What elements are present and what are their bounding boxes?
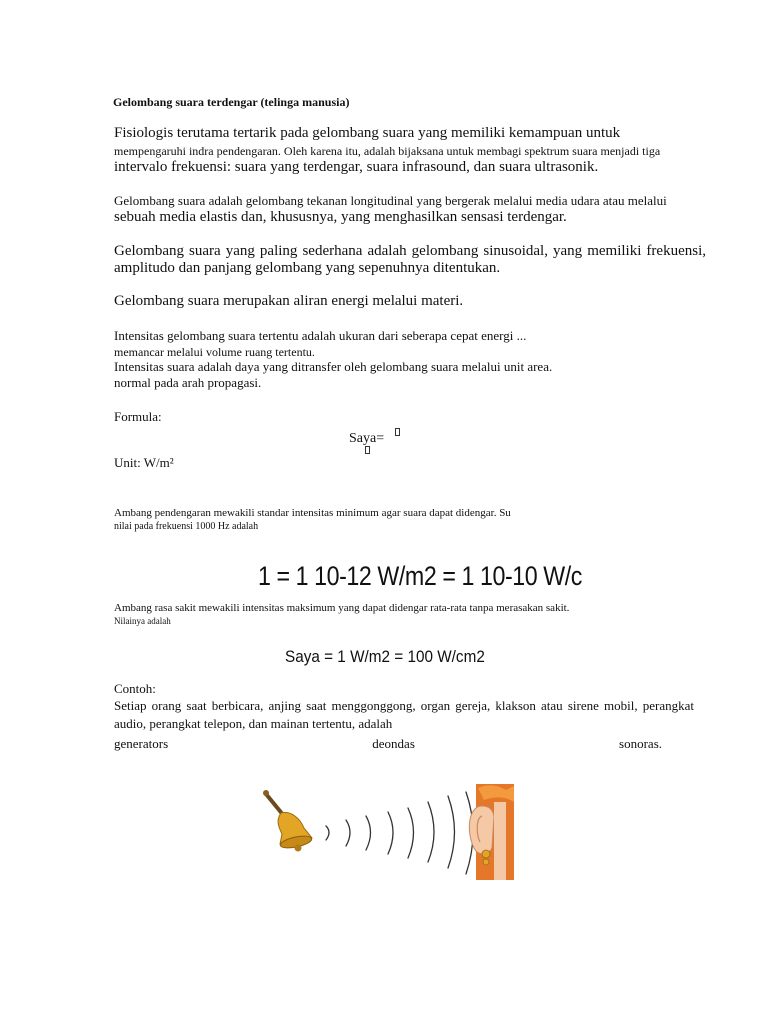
generators-line xyxy=(114,736,662,752)
example-paragraph: Setiap orang saat berbicara, anjing saat menggonggong, organ gereja, klakson atau sirene mobil, perangkat audio, perangkat telepon, dan mainan tertentu, adalah xyxy=(114,698,694,731)
bell-icon xyxy=(263,790,313,852)
intro-line-3: intervalo frekuensi: suara yang terdengar, suara infrasound, dan suara ultrasonik. xyxy=(114,159,599,175)
intensity-line-1: Intensitas gelombang suara tertentu adalah ukuran dari seberapa cepat energi ... xyxy=(114,328,527,343)
intensity-line-4: normal pada arah propagasi. xyxy=(114,375,262,390)
energy-paragraph: Gelombang suara merupakan aliran energi melalui materi. xyxy=(114,293,464,309)
sinusoidal-paragraph: Gelombang suara yang paling sederhana adalah gelombang sinusoidal, yang memiliki frekuensi, amplitudo dan panjang gelombang yang sepenuhnya ditentukan. xyxy=(114,243,706,276)
missing-glyph-icon xyxy=(365,446,370,454)
hearing-threshold-formula: 1 = 1 10-12 W/m2 = 1 10-10 W/c xyxy=(258,561,582,591)
intro-line-2: mempengaruhi indra pendengaran. Oleh karena itu, adalah bijaksana untuk membagi spektrum suara menjadi tiga xyxy=(114,144,661,158)
intensity-line-2: memancar melalui volume ruang tertentu. xyxy=(114,345,315,359)
sound-wave-icon xyxy=(326,792,473,874)
missing-glyph-icon xyxy=(395,428,400,436)
intensity-line-3: Intensitas suara adalah daya yang ditransfer oleh gelombang suara melalui unit area. xyxy=(114,359,553,374)
intro-line-1: Fisiologis terutama tertarik pada gelombang suara yang memiliki kemampuan untuk xyxy=(114,125,621,141)
example-label: Contoh: xyxy=(114,681,156,696)
threshold-line-1: Ambang pendengaran mewakili standar intensitas minimum agar suara dapat didengar. Su xyxy=(114,507,511,519)
pain-threshold-line-2: Nilainya adalah xyxy=(114,616,171,626)
page-title: Gelombang suara terdengar (telinga manusia) xyxy=(113,95,350,109)
pain-threshold-line-1: Ambang rasa sakit mewakili intensitas maksimum yang dapat didengar rata-rata tanpa merasakan sakit. xyxy=(114,602,570,614)
intensity-formula: Saya= xyxy=(349,431,385,446)
longitudinal-line-2: sebuah media elastis dan, khususnya, yang menghasilkan sensasi terdengar. xyxy=(114,209,567,225)
formula-label: Formula: xyxy=(114,409,162,424)
generators-word: generators xyxy=(114,736,169,751)
sonoras-word: sonoras. xyxy=(619,736,662,751)
pain-threshold-formula: Saya = 1 W/m2 = 100 W/cm2 xyxy=(285,647,485,666)
ear-icon xyxy=(469,784,514,880)
longitudinal-line-1: Gelombang suara adalah gelombang tekanan longitudinal yang bergerak melalui media udara atau melalui xyxy=(114,193,667,208)
threshold-line-2: nilai pada frekuensi 1000 Hz adalah xyxy=(114,521,259,532)
bell-sound-ear-illustration xyxy=(262,782,514,882)
deondas-word: deondas xyxy=(372,736,415,751)
unit-label: Unit: W/m² xyxy=(114,455,174,470)
